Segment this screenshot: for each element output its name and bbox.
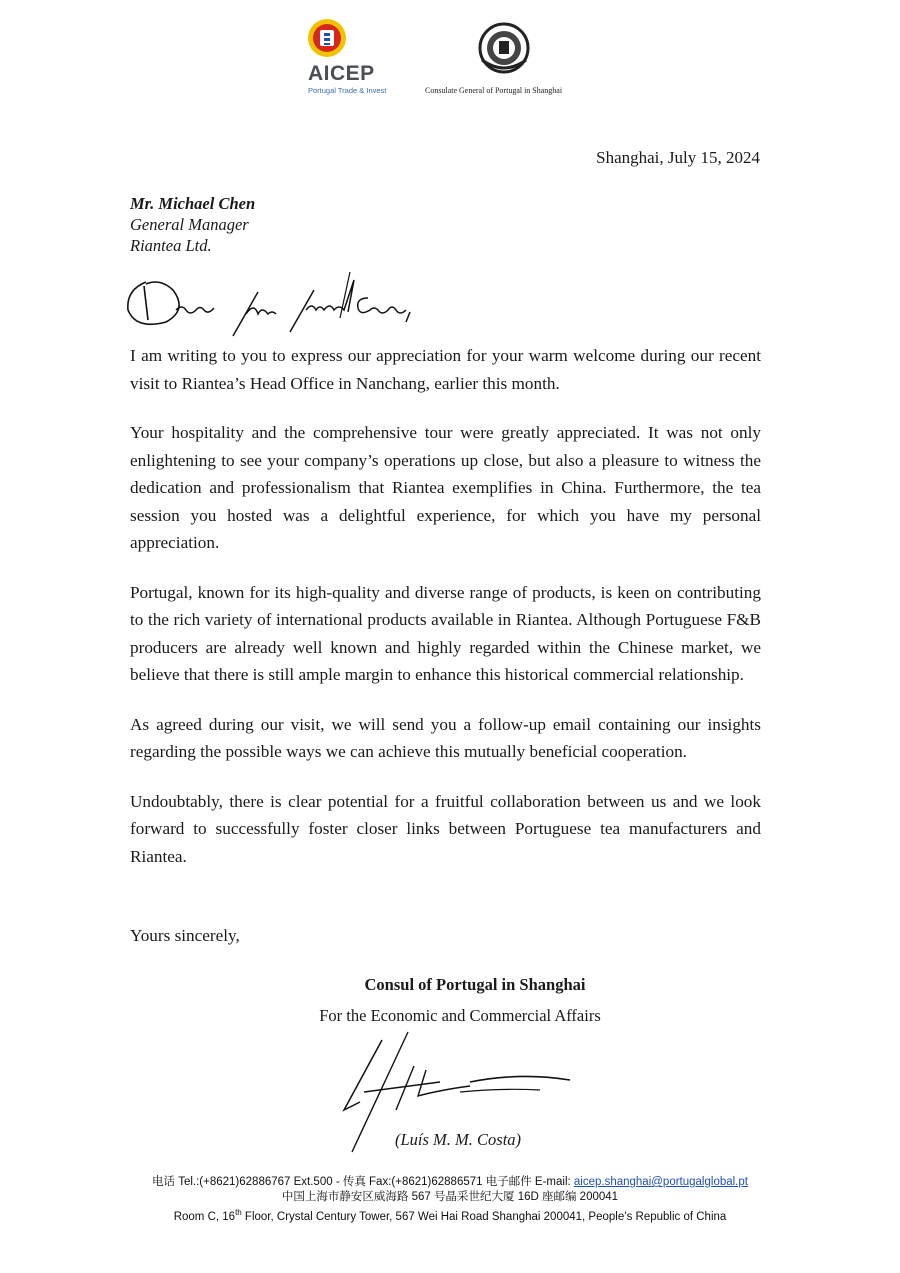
aicep-tagline: Portugal Trade & Invest — [308, 86, 387, 95]
body-paragraph-2: Your hospitality and the comprehensive tour were greatly appreciated. It was not only enlightening to see your company’s operations up close, but also a pleasure to witness the dedication and professionalism that Riantea exemplifies in China. Furthermore, the tea session you hosted was a delightful experience, for which you have my personal appreciation. — [130, 423, 761, 552]
footer-line-1 — [0, 1175, 900, 1190]
footer-phone-fax: 电话 Tel.:(+8621)62886767 Ext.500 - 传真 Fax:(+8621)62886571 电子邮件 E-mail: — [152, 1176, 574, 1188]
closing: Yours sincerely, — [130, 926, 240, 945]
body-paragraph-4: As agreed during our visit, we will send you a follow-up email containing our insights regarding the possible ways we can achieve this mutually beneficial cooperation. — [130, 714, 761, 761]
footer-line-2: 中国上海市静安区威海路 567 号晶采世纪大厦 16D 座邮编 200041 — [281, 1191, 619, 1203]
consulate-seal-icon — [476, 20, 532, 76]
signer-name: (Luís M. M. Costa) — [395, 1130, 522, 1149]
footer-email-link[interactable]: aicep.shanghai@portugalglobal.pt — [573, 1176, 748, 1188]
aicep-brand-name: AICEP — [308, 62, 375, 85]
footer-address-b: Floor, Crystal Century Tower, 567 Wei Hai Road Shanghai 200041, People’s Republic of China — [241, 1210, 727, 1223]
footer-line-3 — [0, 1205, 900, 1225]
consulate-name: Consulate General of Portugal in Shanghai — [425, 86, 563, 95]
letter-body — [130, 342, 761, 892]
addressee-name: Mr. Michael Chen — [130, 194, 256, 213]
footer-contact — [0, 1175, 900, 1225]
footer-address-sup: th — [235, 1208, 242, 1217]
handwritten-salutation — [118, 270, 428, 340]
body-paragraph-5: Undoubtably, there is clear potential for a fruitful collaboration between us and we look forward to successfully foster closer links between Portuguese tea manufacturers and Riantea. — [130, 791, 761, 866]
addressee-company: Riantea Ltd. — [130, 236, 212, 255]
body-paragraph-3: Portugal, known for its high-quality and diverse range of products, is keen on contributing to the rich variety of international products available in Riantea. Although Portuguese F&B producers are already well known and highly regarded within the Chinese market, we believe that there is still ample margin to enhance this historical commercial relationship. — [130, 582, 761, 684]
letter-date: Shanghai, July 15, 2024 — [596, 148, 760, 167]
signature-subtitle: For the Economic and Commercial Affairs — [319, 1006, 601, 1025]
footer-address-a: Room C, 16 — [173, 1210, 236, 1223]
body-paragraph-1: I am writing to you to express our appreciation for your warm welcome during our recent visit to Riantea’s Head Office in Nanchang, earlier this month. — [130, 346, 761, 393]
addressee-block — [130, 193, 255, 256]
addressee-title: General Manager — [130, 215, 249, 234]
signature-title: Consul of Portugal in Shanghai — [364, 975, 586, 994]
